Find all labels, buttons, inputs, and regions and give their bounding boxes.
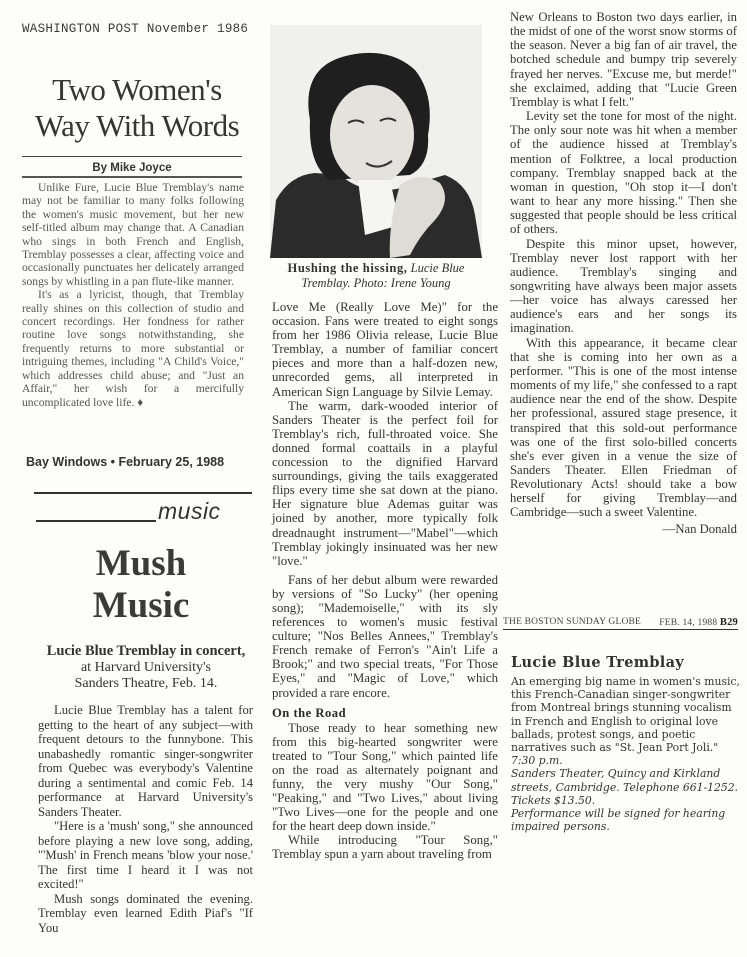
listing-time: 7:30 p.m. xyxy=(511,754,563,768)
paragraph: Mush songs dominated the evening. Tremblay even learned Edith Piaf's "If You xyxy=(38,891,253,935)
caption-bold: Hushing the hissing, xyxy=(287,261,408,275)
washington-post-headline xyxy=(26,72,248,144)
listing-tickets: Tickets $13.50. xyxy=(511,793,596,807)
author-signoff: —Nan Donald xyxy=(662,521,737,536)
bay-windows-column-3 xyxy=(510,10,737,537)
paragraph: Despite this minor upset, however, Tremblay never lost rapport with her audience. Tremblay's singing and songwriting have always been major assets—her voice has always caressed her audience's ears and her songs its imagination. xyxy=(510,236,737,336)
paragraph: Lucie Blue Tremblay has a talent for getting to the heart of any subject—with frequent detours to the funnybone. This unabashedly romantic singer-songwriter from Quebec was everybody's Valentine during a sentimental and comic Feb. 14 performance at Harvard University's Sanders Theater. xyxy=(38,703,253,819)
bay-windows-source-line: Bay Windows • February 25, 1988 xyxy=(26,455,225,469)
paragraph: It's as a lyricist, though, that Tremblay really shines on this collection of studio and concert recordings. Her fondness for rather routine love songs notwithstanding, she frequently returns to more substantial or intriguing themes, including "A Child's Voice," which addresses child abuse; and "Just an Affair," her wish for a mercifully uncomplicated love life. ♦ xyxy=(22,288,244,409)
portrait-image xyxy=(270,25,482,258)
page-number: B29 xyxy=(719,617,738,628)
listing-note: Performance will be signed for hearing impaired persons. xyxy=(511,807,726,834)
publication-name: THE BOSTON SUNDAY GLOBE xyxy=(503,617,642,627)
listing-body xyxy=(511,675,743,833)
paragraph: While introducing "Tour Song," Tremblay spun a yarn about traveling from xyxy=(272,833,498,862)
bay-windows-column-1 xyxy=(38,703,253,935)
byline: By Mike Joyce xyxy=(92,162,172,174)
washington-post-article-body xyxy=(22,181,244,409)
rule-divider xyxy=(34,492,252,494)
paragraph: Fans of her debut album were rewarded by versions of "So Lucky" (her opening song); "Mademoiselle," with its sly references to women's music festival culture; "Nos Belles Annees," Tremblay's French remake of Ferron's "Ain't Life a Brook;" and two special treats, "For Those Eyes," and "Magic of Love," which provided a rare encore. xyxy=(272,572,498,700)
paragraph: Love Me (Really Love Me)" for the occasion. Fans were treated to eight songs from her 1986 Olivia release, Lucie Blue Tremblay, a number of familiar concert pieces and more than a half-dozen new, unrecorded gems, all interpreted in American Sign Language by Silvie Lemay. xyxy=(272,300,498,399)
deck-line-3: Sanders Theatre, Feb. 14. xyxy=(74,676,218,691)
deck-subheadline xyxy=(36,643,256,692)
section-label: music xyxy=(158,498,221,524)
headline-line-1: Mush xyxy=(95,543,187,584)
paragraph: Levity set the tone for most of the night. The only sour note was hit when a member of the audience hissed at Tremblay's mention of Folktree, a local production company. Tremblay snapped back at the woman in question, "Oh stop it—I don't want to hear any more hissing." Then she suggested that people should be less critical of others. xyxy=(510,109,737,237)
headline-line-1: Two Women's xyxy=(52,72,222,107)
boston-globe-source-line xyxy=(503,617,738,630)
bay-windows-column-2 xyxy=(272,300,498,862)
publication-date: FEB. 14, 1988 xyxy=(659,618,718,628)
deck-line-1: Lucie Blue Tremblay in concert, xyxy=(46,643,246,659)
listing-venue: Sanders Theater, Quincy and Kirkland streets, Cambridge. Telephone 661-1252. xyxy=(511,767,739,794)
deck-line-2: at Harvard University's xyxy=(80,660,212,675)
paragraph: Those ready to hear something new from this big-hearted songwriter were treated to "Tour Song," which painted life on the road as alternately poignant and funny, the very mushy "Our Song," "Peaking," and "Two Lives," about living "Two Lives—one for the people and one for the heart deep down inside." xyxy=(272,720,498,834)
paragraph: With this appearance, it became clear that she is coming into her own as a performer. "This is one of the most intense moments of my life," she confessed to a rapt audience near the end of the show. Despite her professional, assured stage presence, it transpired that this sold-out performance was one of the first solo-billed concerts she's ever given in a venue the size of Sanders Theater. Ellen Friedman of Revolutionary Acts! should take a bow herself for giving Tremblay—and Cambridge—such a sweet Valentine. xyxy=(510,335,737,520)
paragraph: New Orleans to Boston two days earlier, in the midst of one of the worst snow storms of the season. Never a big fan of air travel, the botched schedule and bumpy trip severely frayed her nerves. "Excuse me, but merde!" she exclaimed, adding that "Lucie Green Tremblay is what I felt." xyxy=(510,10,737,109)
headline-line-2: Music xyxy=(92,585,190,626)
rule-divider xyxy=(22,156,242,157)
listing-title: Lucie Blue Tremblay xyxy=(511,654,685,671)
paragraph: Unlike Fure, Lucie Blue Tremblay's name may not be familiar to many folks following the women's music movement, but her new self-titled album may change that. A Canadian who sings in both French and English, Tremblay possesses a clear, affecting voice and occasionally punctuates her delicately arranged songs by whistling in a pan flute-like manner. xyxy=(22,181,244,288)
washington-post-source-line: WASHINGTON POST November 1986 xyxy=(22,22,249,36)
subhead-on-the-road: On the Road xyxy=(272,705,347,720)
paragraph: "Here is a 'mush' song," she announced before playing a new love song, adding, "'Mush' in French means 'blow your nose.' The first time I heard it I was not excited!" xyxy=(38,819,253,891)
portrait-photo xyxy=(270,25,482,258)
paragraph: The warm, dark-wooded interior of Sanders Theater is the perfect foil for Tremblay's rich, full-throated voice. She donned formal coattails in a playful concession to the dignified Harvard surroundings, giving the tails exaggerated flips every time she sat down at the piano. Her signature blue Ademas guitar was joined by another, more typically folk dreadnaught instrument—"Mabel"—which Tremblay jokingly insinuated was her new "love." xyxy=(272,398,498,568)
caption-credit: Lucie Blue Tremblay. Photo: Irene Young xyxy=(301,261,465,290)
rule-divider xyxy=(36,520,156,522)
rule-divider xyxy=(22,176,242,178)
photo-caption xyxy=(262,261,490,291)
headline-line-2: Way With Words xyxy=(34,108,240,143)
bay-windows-headline xyxy=(30,543,252,627)
listing-description: An emerging big name in women's music, this French-Canadian singer-songwriter from Montreal brings stunning vocalism in French and English to original love ballads, protest songs, and poetic narratives such as "St. Jean Port Joli." xyxy=(511,675,740,755)
